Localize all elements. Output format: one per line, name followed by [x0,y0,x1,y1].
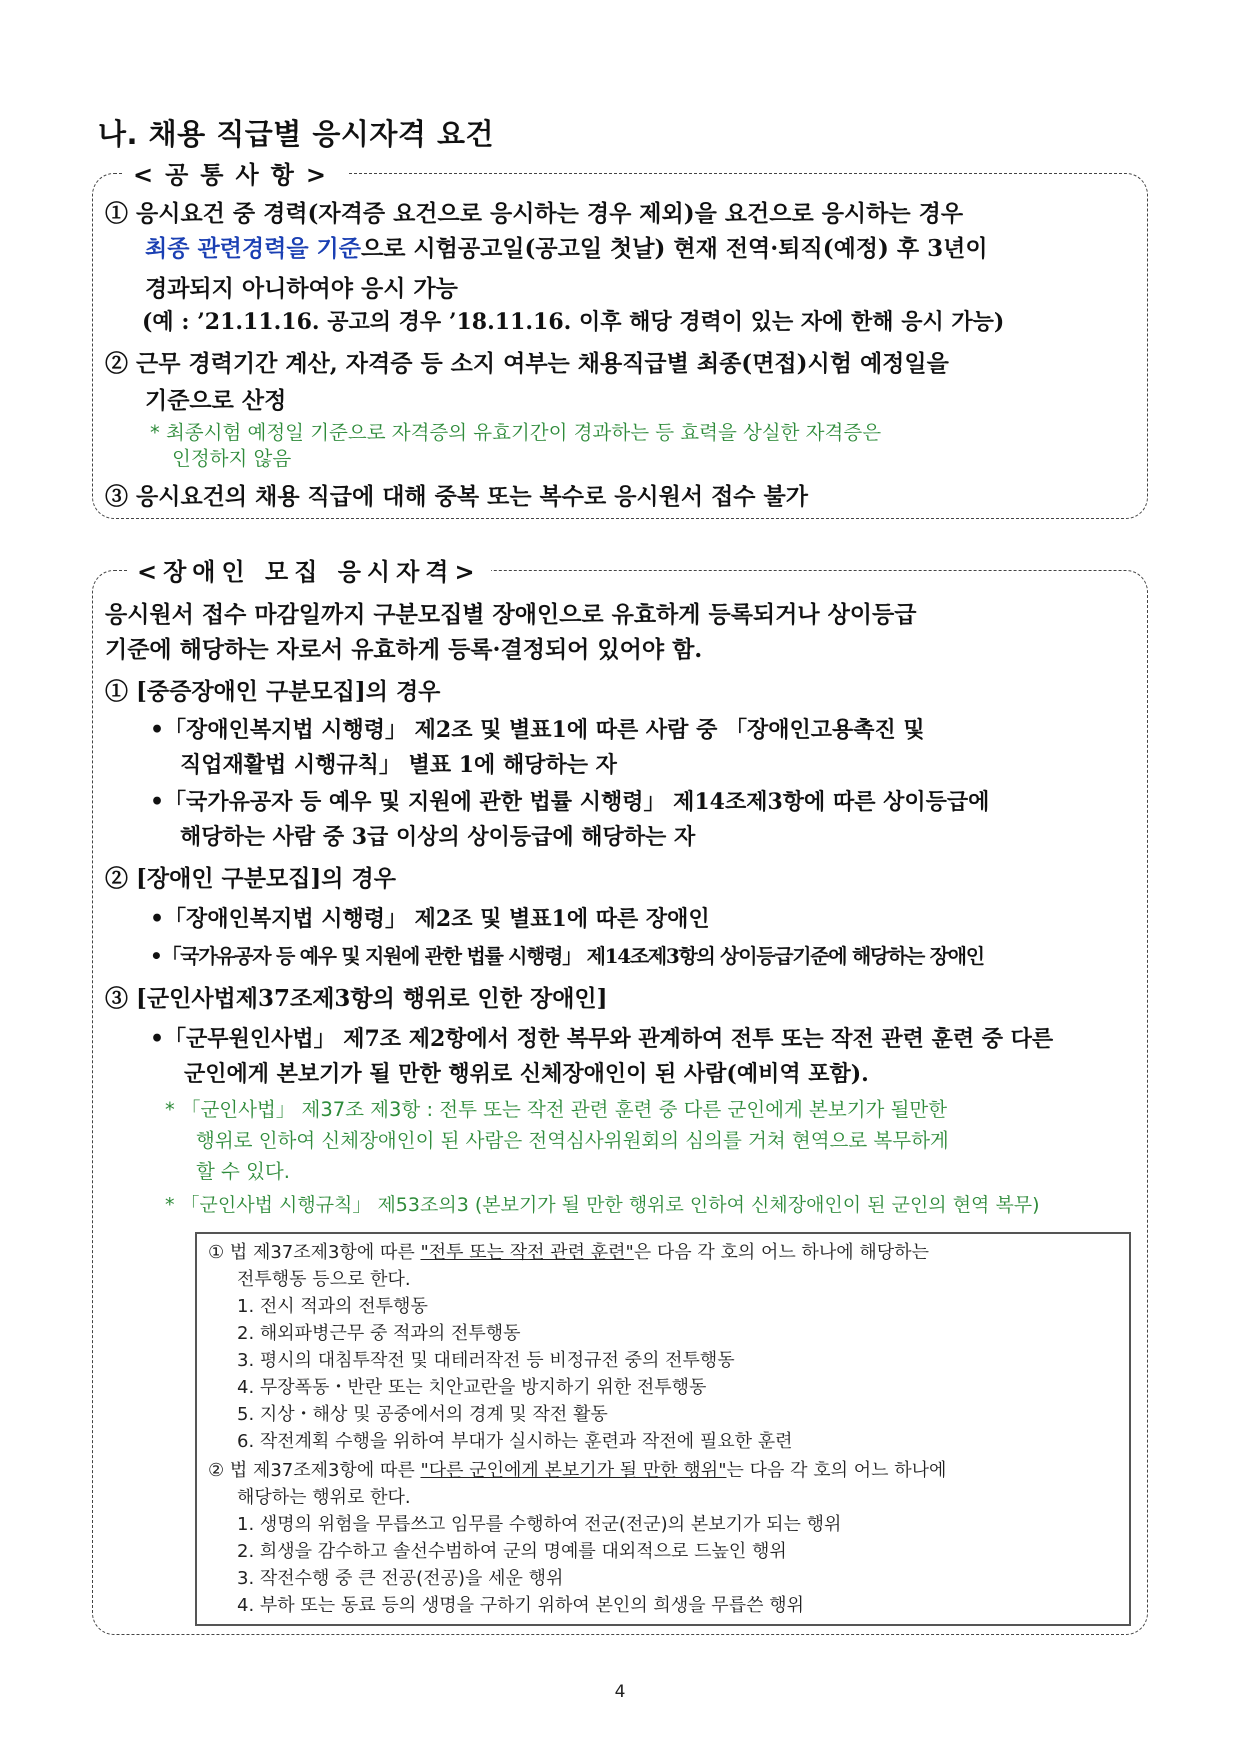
law-para-1-item: 5. 지상・해상 및 공중에서의 경계 및 작전 활동 [237,1404,608,1425]
law-para-1-item: 1. 전시 적과의 전투행동 [237,1296,428,1317]
law-para-2-item: 3. 작전수행 중 큰 전공(전공)을 세운 행위 [237,1568,564,1589]
section-3-note-1-line-3: 할 수 있다. [196,1160,290,1183]
law-term-2: "다른 군인에게 본보기가 될 만한 행위" [420,1460,727,1481]
common-item-1-line-2 [145,230,988,263]
section-3-heading: ③ [군인사법제37조제3항의 행위로 인한 장애인] [105,985,608,1012]
law-para-2-suffix: 는 다음 각 호의 어느 하나에 [726,1460,947,1481]
section-1-bullet-2-line-2: 해당하는 사람 중 3급 이상의 상이등급에 해당하는 자 [180,824,696,850]
section-1-heading: ① [중증장애인 구분모집]의 경우 [105,678,441,705]
page-number: 4 [614,1682,626,1702]
law-term-1: "전투 또는 작전 관련 훈련" [420,1242,634,1263]
law-para-1-item: 4. 무장폭동・반란 또는 치안교란을 방지하기 위한 전투행동 [237,1377,707,1398]
section-3-note-1-line-2: 행위로 인하여 신체장애인이 된 사람은 전역심사위원회의 심의를 거쳐 현역으로 복무하게 [196,1129,949,1152]
section-1-bullet-2-line-1: •「국가유공자 등 예우 및 지원에 관한 법률 시행령」 제14조제3항에 따른 상이등급에 [150,789,990,815]
law-para-2-item: 1. 생명의 위험을 무릅쓰고 임무를 수행하여 전군(전군)의 본보기가 되는 행위 [237,1514,842,1535]
law-para-2-line-2: 해당하는 행위로 한다. [237,1487,411,1508]
section-3-bullet-1-line-1: •「군무원인사법」 제7조 제2항에서 정한 복무와 관계하여 전투 또는 작전 관련 훈련 중 다른 [150,1026,1054,1052]
common-item-1-line-3: 경과되지 아니하여야 응시 가능 [145,275,458,302]
law-para-2-line-1 [208,1456,946,1482]
section-1-bullet-1-line-1: •「장애인복지법 시행령」 제2조 및 별표1에 따른 사람 중 「장애인고용촉진 및 [150,717,925,743]
law-para-1-suffix: 은 다음 각 호의 어느 하나에 해당하는 [633,1242,929,1263]
common-item-3: ③ 응시요건의 채용 직급에 대해 중복 또는 복수로 응시원서 접수 불가 [105,483,808,510]
common-item-1-line-1: ① 응시요건 중 경력(자격증 요건으로 응시하는 경우 제외)을 요건으로 응시하는 경우 [105,200,964,227]
section-3-note-2: * 「군인사법 시행규칙」 제53조의3 (본보기가 될 만한 행위로 인하여 신체장애인이 된 군인의 현역 복무) [165,1194,1040,1216]
common-item-2-line-2: 기준으로 산정 [145,387,287,414]
law-para-1-item: 2. 해외파병근무 중 적과의 전투행동 [237,1323,521,1344]
law-para-2-item: 4. 부하 또는 동료 등의 생명을 구하기 위하여 본인의 희생을 무릅쓴 행위 [237,1595,804,1616]
common-item-2-note-line-2: 인정하지 않음 [172,447,292,470]
section-3-bullet-1-line-2: 군인에게 본보기가 될 만한 행위로 신체장애인이 된 사람(예비역 포함). [184,1061,869,1087]
highlighted-criterion: 최종 관련경력을 기준 [145,235,361,262]
law-para-1-item: 6. 작전계획 수행을 위하여 부대가 실시하는 훈련과 작전에 필요한 훈련 [237,1431,793,1452]
law-para-1-item: 3. 평시의 대침투작전 및 대테러작전 등 비정규전 중의 전투행동 [237,1350,735,1371]
law-para-1-line-2: 전투행동 등으로 한다. [237,1269,411,1290]
law-para-1-prefix: ① 법 제37조제3항에 따른 [208,1242,421,1263]
disabled-recruitment-header: <장애인 모집 응시자격> [127,552,491,587]
section-2-bullet-1: •「장애인복지법 시행령」 제2조 및 별표1에 따른 장애인 [150,906,710,932]
law-para-2-item: 2. 희생을 감수하고 솔선수범하여 군의 명예를 대외적으로 드높인 행위 [237,1541,787,1562]
common-item-2-line-1: ② 근무 경력기간 계산, 자격증 등 소지 여부는 채용직급별 최종(면접)시험 예정일을 [105,350,949,377]
law-para-2-prefix: ② 법 제37조제3항에 따른 [208,1460,421,1481]
disabled-intro-line-2: 기준에 해당하는 자로서 유효하게 등록·결정되어 있어야 함. [105,636,703,663]
section-2-bullet-2: •「국가유공자 등 예우 및 지원에 관한 법률 시행령」 제14조제3항의 상이등급기준에 해당하는 장애인 [150,944,984,968]
common-item-1-example: (예 : ’21.11.16. 공고의 경우 ’18.11.16. 이후 해당 경력이 있는 자에 한해 응시 가능) [142,309,1005,335]
common-item-2-note-line-1: * 최종시험 예정일 기준으로 자격증의 유효기간이 경과하는 등 효력을 상실한 자격증은 [150,421,882,444]
section-3-note-1-line-1: * 「군인사법」 제37조 제3항 : 전투 또는 작전 관련 훈련 중 다른 군인에게 본보기가 될만한 [165,1098,948,1121]
law-para-1-line-1 [208,1238,929,1264]
section-1-bullet-1-line-2: 직업재활법 시행규칙」 별표 1에 해당하는 자 [180,752,617,778]
section-2-heading: ② [장애인 구분모집]의 경우 [105,865,396,892]
page-title: 나. 채용 직급별 응시자격 요건 [98,117,495,151]
common-item-1-line-2-rest: 으로 시험공고일(공고일 첫날) 현재 전역·퇴직(예정) 후 3년이 [360,235,988,262]
disabled-intro-line-1: 응시원서 접수 마감일까지 구분모집별 장애인으로 유효하게 등록되거나 상이등급 [105,601,917,628]
common-requirements-header: <공통사항> [123,155,348,190]
